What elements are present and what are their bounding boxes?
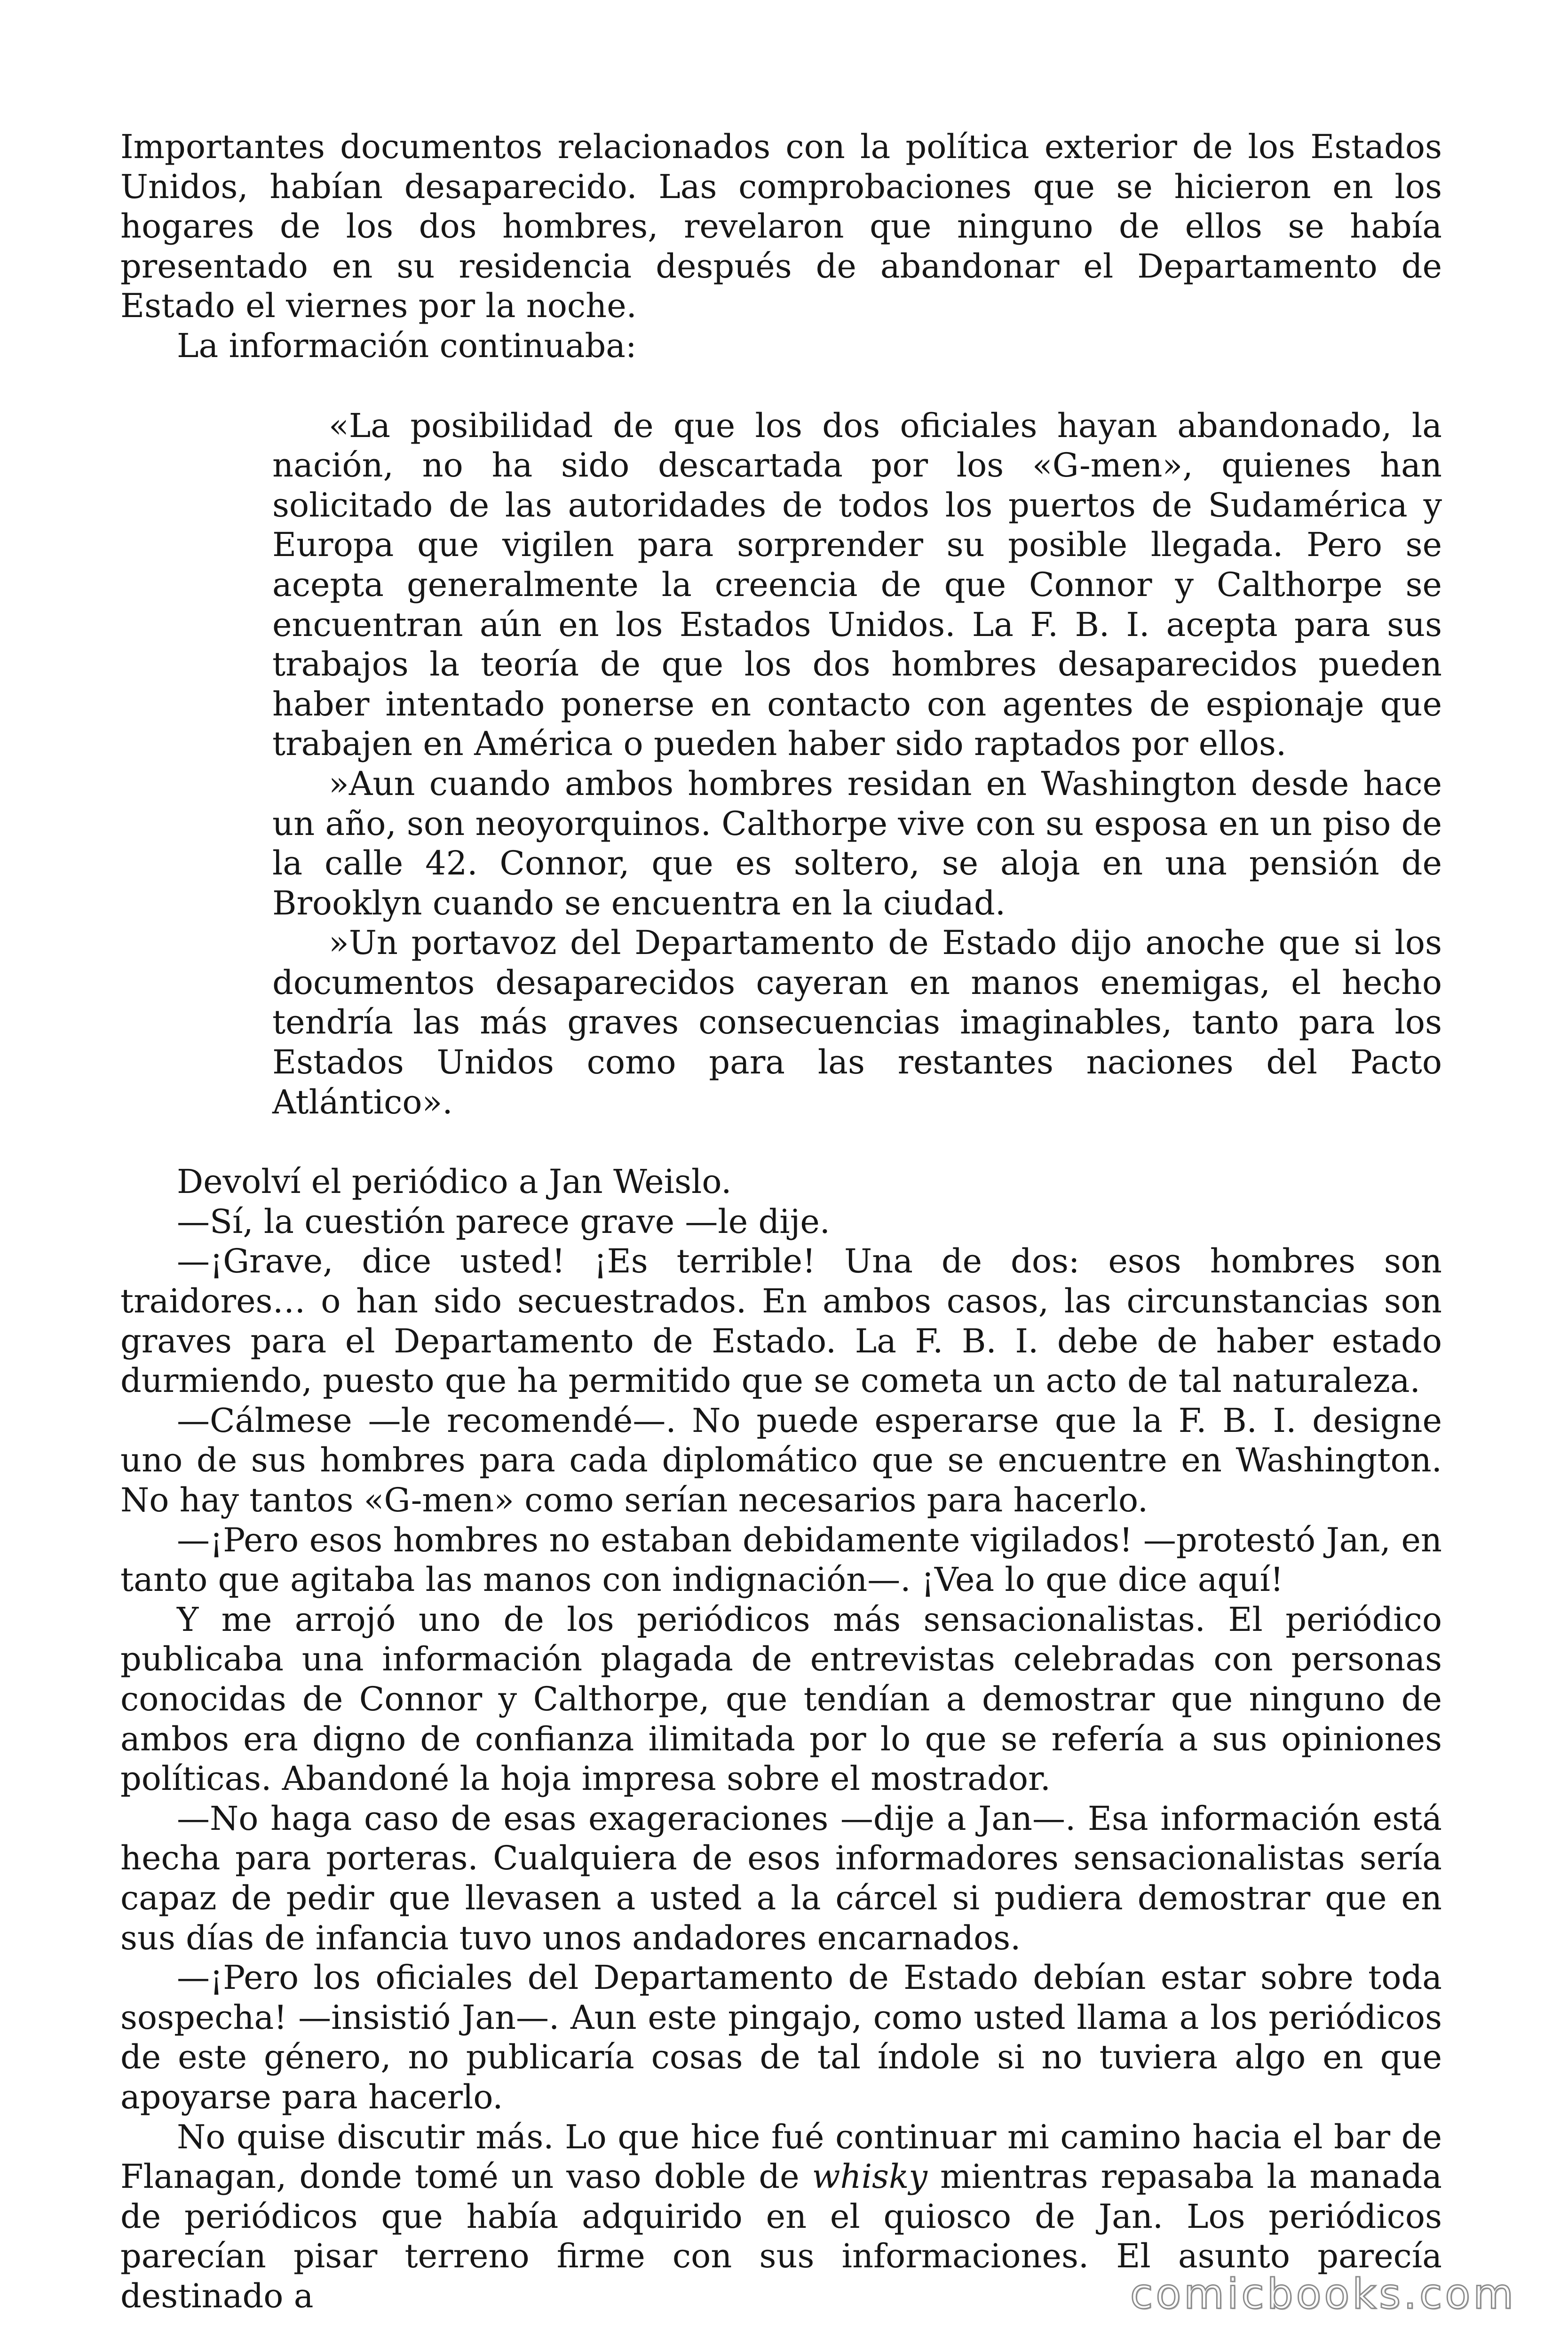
- continuation-line: La información continuaba:: [177, 326, 637, 365]
- dialogue-paragraph: —¡Grave, dice usted! ¡Es terrible! Una de dos: esos hombres son traidores… o han sido secuestrados. En ambos casos, las circunstancias son graves para el Departamento de Estado. La F. B. I. debe de haber estado durmiendo, puesto que ha permitido que se cometa un acto de tal naturaleza.: [120, 1242, 1442, 1400]
- dialogue-paragraph: —Sí, la cuestión parece grave —le dije.: [177, 1202, 831, 1241]
- narrative-paragraph: Y me arrojó uno de los periódicos más sensacionalistas. El periódico publicaba una información plagada de entrevistas celebradas con personas conocidas de Connor y Calthorpe, que tendían a demostrar que ninguno de ambos era digno de confianza ilimitada por lo que se refería a sus opiniones políticas. Abandoné la hoja impresa sobre el mostrador.: [120, 1600, 1442, 1798]
- quote-paragraph: »Un portavoz del Departamento de Estado dijo anoche que si los documentos desaparecidos cayeran en manos enemigas, el hecho tendría las más graves consecuencias imaginables, tanto para los Estados Unidos como para las restantes naciones del Pacto Atlántico».: [272, 923, 1442, 1121]
- final-paragraph-end: mientras repasaba la manada de periódicos que había adquirido en el quiosco de Jan. Los periódicos parecían pisar terreno firme con sus informaciones. El asunto parecía destinado a: [120, 2157, 1442, 2315]
- intro-paragraph: Importantes documentos relacionados con la política exterior de los Estados Unidos, habían desaparecido. Las comprobaciones que se hicieron en los hogares de los dos hombres, revelaron que ninguno de ellos se había presentado en su residencia después de abandonar el Departamento de Estado el viernes por la noche.: [120, 127, 1442, 326]
- news-quote: [272, 406, 1442, 1122]
- dialogue-paragraph: —Cálmese —le recomendé—. No puede esperarse que la F. B. I. designe uno de sus hombres para cada diplomático que se encuentre en Washington. No hay tantos «G-men» como serían necesarios para hacerlo.: [120, 1401, 1442, 1519]
- dialogue-paragraph: —No haga caso de esas exageraciones —dije a Jan—. Esa información está hecha para porteras. Cualquiera de esos informadores sensacionalistas sería capaz de pedir que llevasen a usted a la cárcel si pudiera demostrar que en sus días de infancia tuvo unos andadores encarnados.: [120, 1799, 1442, 1957]
- dialogue-paragraph: —¡Pero los oficiales del Departamento de Estado debían estar sobre toda sospecha! —insistió Jan—. Aun este pingajo, como usted llama a los periódicos de este género, no publicaría cosas de tal índole si no tuviera algo en que apoyarse para hacerlo.: [120, 1958, 1442, 2116]
- page-body: [120, 127, 1442, 2316]
- quote-paragraph: «La posibilidad de que los dos oficiales hayan abandonado, la nación, no ha sido descartada por los «G-men», quienes han solicitado de las autoridades de todos los puertos de Sudamérica y Europa que vigilen para sorprender su posible llegada. Pero se acepta generalmente la creencia de que Connor y Calthorpe se encuentran aún en los Estados Unidos. La F. B. I. acepta para sus trabajos la teoría de que los dos hombres desaparecidos pueden haber intentado ponerse en contacto con agentes de espionaje que trabajen en América o pueden haber sido raptados por ellos.: [272, 406, 1442, 763]
- watermark-logo: comicbooks.com: [1130, 2270, 1516, 2318]
- narrative-paragraph: Devolví el periódico a Jan Weislo.: [177, 1162, 732, 1201]
- final-paragraph-emphasis: whisky: [812, 2157, 927, 2196]
- dialogue-paragraph: —¡Pero esos hombres no estaban debidamente vigilados! —protestó Jan, en tanto que agitaba las manos con indignación—. ¡Vea lo que dice aquí!: [120, 1520, 1442, 1599]
- final-paragraph-start: No quise discutir más. Lo que hice fué continuar mi camino hacia el bar de Flanagan, donde tomé un vaso doble de: [120, 2117, 1442, 2196]
- quote-paragraph: »Aun cuando ambos hombres residan en Washington desde hace un año, son neoyorquinos. Calthorpe vive con su esposa en un piso de la calle 42. Connor, que es soltero, se aloja en una pensión de Brooklyn cuando se encuentra en la ciudad.: [272, 764, 1442, 922]
